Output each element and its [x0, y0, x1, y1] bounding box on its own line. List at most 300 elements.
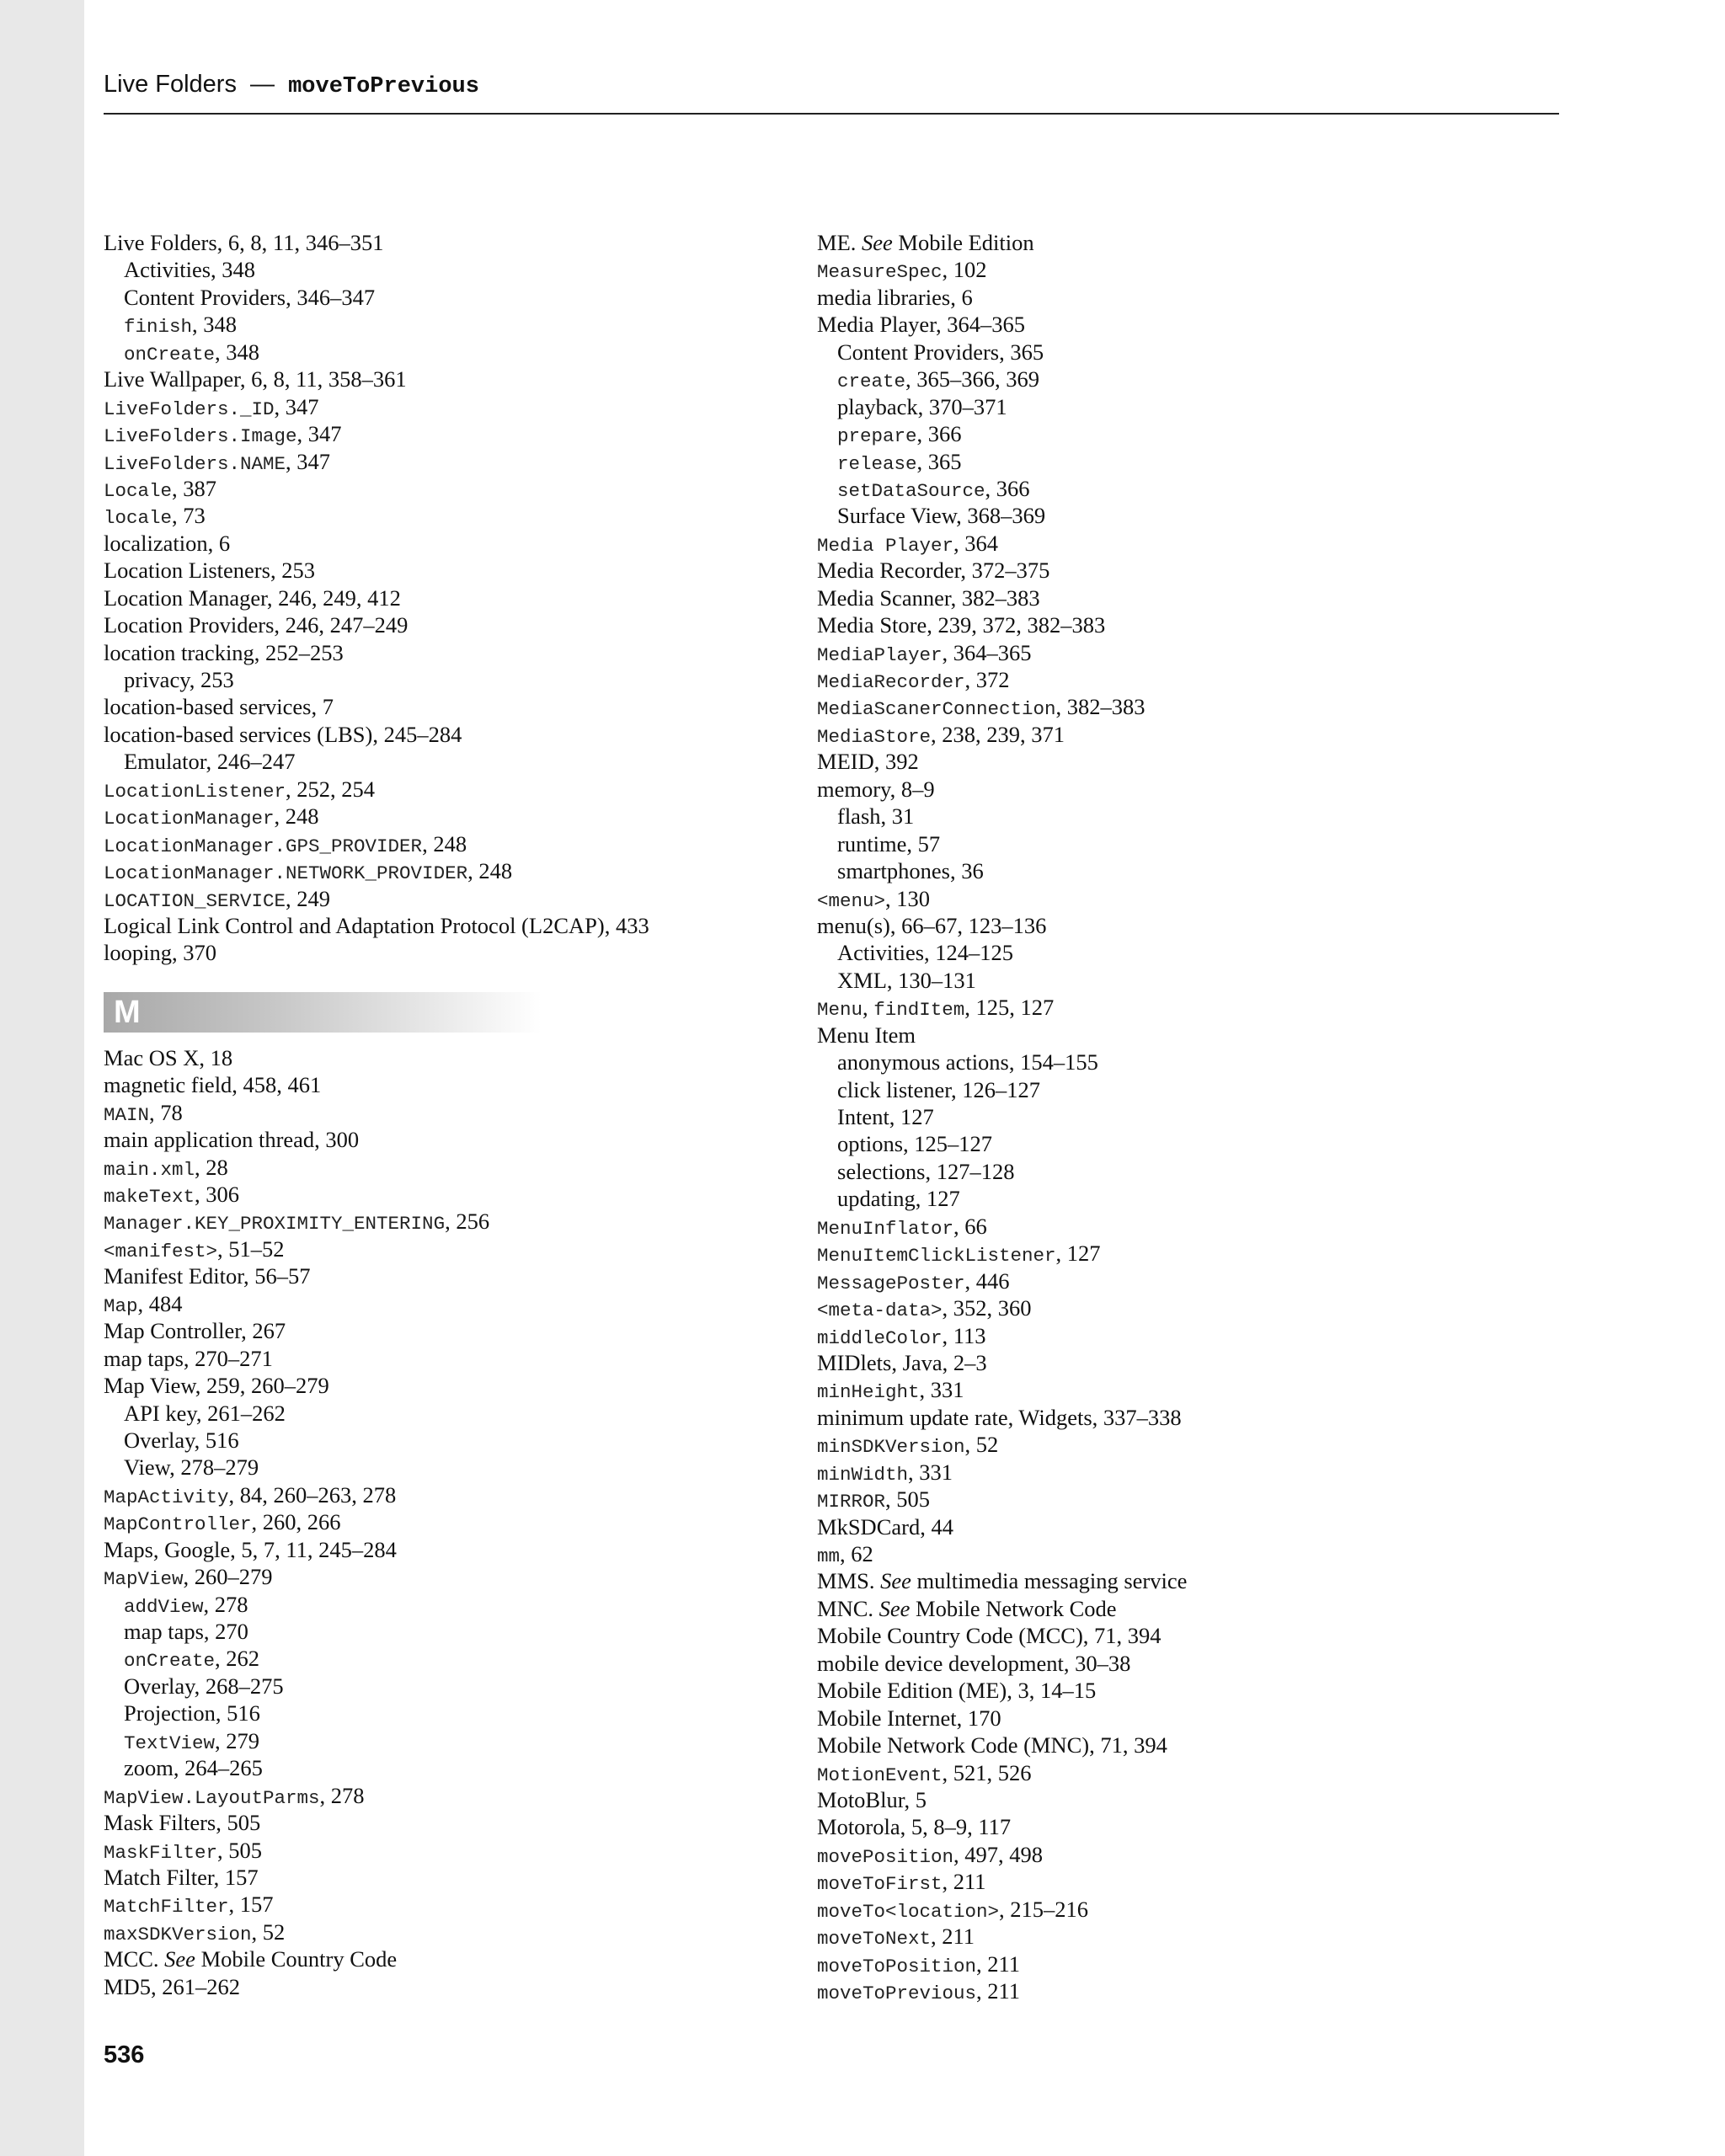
- entry-text: , 215–216: [999, 1896, 1089, 1922]
- entry-text: minimum update rate, Widgets, 337–338: [817, 1404, 1182, 1430]
- entry-text: , 347: [286, 448, 331, 474]
- index-entry: [817, 1868, 1541, 1895]
- index-entry: [104, 475, 794, 502]
- code-term: setDataSource: [837, 479, 985, 502]
- entry-text: , 365–366, 369: [905, 366, 1040, 392]
- entry-text: Location Manager, 246, 249, 412: [104, 584, 401, 611]
- code-term: MenuInflator: [817, 1217, 954, 1240]
- index-subentry: [817, 1076, 1541, 1103]
- index-entry: [104, 1481, 794, 1508]
- code-term: MotionEvent: [817, 1764, 943, 1786]
- index-entry: [104, 857, 794, 884]
- code-term: Locale: [104, 479, 173, 502]
- index-subentry: [104, 1645, 794, 1672]
- code-term: LiveFolders.Image: [104, 425, 297, 448]
- entry-text: Media Player, 364–365: [817, 312, 1025, 338]
- index-entry: [817, 912, 1541, 939]
- code-term: MediaRecorder: [817, 671, 965, 693]
- entry-text: See: [164, 1946, 195, 1972]
- index-entry: [817, 1294, 1541, 1321]
- entry-text: MkSDCard, 44: [817, 1513, 953, 1540]
- code-term: MatchFilter: [104, 1896, 229, 1919]
- entry-text: map taps, 270: [124, 1619, 248, 1644]
- entry-text: , 364: [953, 530, 999, 556]
- index-subentry: [817, 857, 1541, 884]
- index-subentry: [104, 1673, 794, 1700]
- index-entry: [817, 885, 1541, 912]
- entry-text: , 278: [319, 1782, 365, 1808]
- entry-text: Mobile Internet, 170: [817, 1705, 1001, 1731]
- index-entry: [817, 639, 1541, 666]
- code-term: main.xml: [104, 1158, 195, 1181]
- entry-text: , 521, 526: [942, 1759, 1032, 1785]
- index-entry: [817, 1486, 1541, 1513]
- entry-text: , 252, 254: [286, 776, 376, 802]
- code-term: moveTo<location>: [817, 1900, 1000, 1923]
- index-subentry: [817, 1185, 1541, 1212]
- entry-text: MotoBlur, 5: [817, 1786, 927, 1812]
- index-entry: [104, 1973, 794, 2000]
- running-header: [104, 66, 1559, 115]
- code-term: MenuItemClickListener: [817, 1245, 1056, 1267]
- index-subentry: [817, 1130, 1541, 1157]
- code-term: makeText: [104, 1186, 195, 1208]
- index-entry: [817, 1705, 1541, 1732]
- index-entry: [104, 1837, 794, 1864]
- index-entry: [104, 229, 794, 256]
- index-entry: [817, 1540, 1541, 1567]
- entry-text: Intent, 127: [837, 1104, 934, 1129]
- index-subentry: [817, 967, 1541, 994]
- index-entry: [104, 721, 794, 748]
- index-entry: [817, 1650, 1541, 1677]
- entry-text: smartphones, 36: [837, 858, 984, 884]
- code-term: release: [837, 452, 917, 475]
- index-entry: [817, 1376, 1541, 1403]
- entry-text: menu(s), 66–67, 123–136: [817, 912, 1047, 938]
- index-entry: [104, 1372, 794, 1399]
- index-entry: [817, 1240, 1541, 1267]
- index-subentry: [104, 1454, 794, 1481]
- entry-text: Mobile Network Code (MNC), 71, 394: [817, 1732, 1167, 1758]
- entry-text: , 331: [908, 1459, 953, 1485]
- entry-text: Manifest Editor, 56–57: [104, 1263, 311, 1289]
- entry-text: Content Providers, 365: [837, 339, 1044, 365]
- entry-text: , 125, 127: [964, 995, 1055, 1021]
- index-subentry: [817, 1158, 1541, 1185]
- index-entry: [817, 1513, 1541, 1540]
- entry-text: , 348: [215, 339, 260, 365]
- index-entries-m: [104, 1044, 794, 2000]
- header-left-term: Live Folders: [104, 71, 237, 98]
- index-subentry: [817, 939, 1541, 966]
- index-entries-m-continued: [817, 229, 1541, 2004]
- index-entry: [104, 366, 794, 392]
- entry-text: Mask Filters, 505: [104, 1810, 261, 1836]
- index-entry: [104, 885, 794, 912]
- page-gutter: [0, 0, 84, 2156]
- index-entry: [104, 502, 794, 529]
- entry-text: location tracking, 252–253: [104, 639, 344, 665]
- code-term: minSDKVersion: [817, 1436, 965, 1459]
- index-entry: [104, 530, 794, 557]
- page-number: 536: [104, 2041, 145, 2068]
- index-entry: [104, 1782, 794, 1809]
- entry-text: Media Scanner, 382–383: [817, 584, 1040, 611]
- index-entry: [817, 530, 1541, 557]
- index-entry: [817, 1349, 1541, 1376]
- index-entry: [104, 420, 794, 447]
- index-subentry: [104, 1700, 794, 1726]
- index-subentry: [817, 502, 1541, 529]
- entry-text: , 211: [976, 1951, 1021, 1977]
- entry-text: , 73: [172, 503, 206, 529]
- entry-text: updating, 127: [837, 1186, 960, 1212]
- index-entry: [104, 1536, 794, 1563]
- index-entry: [817, 1923, 1541, 1950]
- entry-text: , 347: [274, 393, 319, 419]
- entry-text: , 352, 360: [942, 1295, 1032, 1321]
- code-term: minWidth: [817, 1463, 909, 1486]
- entry-text: privacy, 253: [124, 667, 234, 692]
- section-gap: [104, 967, 794, 992]
- index-entry: [104, 1809, 794, 1836]
- entry-text: , 66: [953, 1213, 987, 1239]
- entry-text: memory, 8–9: [817, 776, 935, 802]
- entry-text: options, 125–127: [837, 1131, 993, 1157]
- entry-text: mobile device development, 30–38: [817, 1650, 1131, 1676]
- entry-text: Mobile Edition (ME), 3, 14–15: [817, 1678, 1097, 1704]
- index-entry: [817, 1896, 1541, 1923]
- entry-text: , 278: [203, 1591, 248, 1617]
- index-entry: [817, 1951, 1541, 1977]
- index-entry: [104, 693, 794, 720]
- entry-text: selections, 127–128: [837, 1158, 1015, 1184]
- index-entry: [817, 557, 1541, 584]
- index-entry: [104, 1891, 794, 1918]
- entry-text: , 248: [422, 830, 467, 857]
- entry-text: , 365: [916, 448, 962, 474]
- code-term: findItem: [873, 999, 965, 1022]
- index-subentry: [817, 339, 1541, 366]
- code-term: MeasureSpec: [817, 261, 943, 284]
- index-subentry: [104, 1618, 794, 1645]
- index-entry: [104, 1208, 794, 1235]
- index-entry: [104, 1919, 794, 1945]
- index-entry: [817, 1786, 1541, 1813]
- index-entry: [817, 1622, 1541, 1649]
- code-term: prepare: [837, 425, 917, 448]
- index-entry: [104, 584, 794, 611]
- code-term: <meta-data>: [817, 1299, 943, 1322]
- index-entry: [817, 1022, 1541, 1049]
- entry-text: , 84, 260–263, 278: [228, 1481, 397, 1508]
- index-entry: [104, 639, 794, 666]
- entry-text: , 372: [964, 667, 1010, 692]
- index-subentry: [104, 339, 794, 366]
- entry-text: , 211: [976, 1978, 1021, 2004]
- entry-text: looping, 370: [104, 940, 216, 966]
- index-subentry: [104, 1727, 794, 1754]
- entry-text: Emulator, 246–247: [124, 749, 296, 775]
- entry-text: Live Folders, 6, 8, 11, 346–351: [104, 230, 384, 255]
- entry-text: Mobile Edition: [892, 230, 1034, 255]
- index-subentry: [104, 666, 794, 693]
- code-term: LocationManager.NETWORK_PROVIDER: [104, 862, 468, 885]
- index-entry: [104, 557, 794, 584]
- entry-text: Mobile Country Code (MCC), 71, 394: [817, 1623, 1162, 1649]
- entry-text: , 256: [445, 1209, 490, 1235]
- entry-text: Overlay, 516: [124, 1427, 239, 1453]
- index-entry: [104, 1563, 794, 1590]
- index-entry: [817, 1977, 1541, 2004]
- entry-text: , 505: [885, 1486, 931, 1513]
- index-entry: [817, 1677, 1541, 1704]
- entry-text: , 238, 239, 371: [931, 721, 1065, 747]
- code-term: MapView: [104, 1568, 184, 1591]
- code-term: Map: [104, 1294, 138, 1317]
- code-term: MediaPlayer: [817, 643, 943, 666]
- index-entry: [104, 611, 794, 638]
- entry-text: Mobile Country Code: [195, 1946, 398, 1972]
- entry-text: runtime, 57: [837, 830, 941, 857]
- entry-text: Projection, 516: [124, 1700, 260, 1726]
- index-entry: [817, 1213, 1541, 1240]
- index-entry: [104, 1154, 794, 1181]
- entry-text: MNC.: [817, 1595, 879, 1621]
- index-entry: [817, 1431, 1541, 1458]
- code-term: MediaStore: [817, 725, 932, 748]
- entry-text: Motorola, 5, 8–9, 117: [817, 1814, 1012, 1840]
- entry-text: XML, 130–131: [837, 967, 976, 993]
- entry-text: Menu Item: [817, 1022, 916, 1048]
- code-term: LocationManager: [104, 808, 275, 830]
- code-term: maxSDKVersion: [104, 1923, 252, 1945]
- entry-text: anonymous actions, 154–155: [837, 1049, 1098, 1075]
- entry-text: , 484: [137, 1290, 183, 1316]
- index-entry: [817, 1595, 1541, 1622]
- index-entry: [104, 1945, 794, 1972]
- code-term: moveToFirst: [817, 1873, 943, 1896]
- code-term: MapController: [104, 1513, 252, 1536]
- index-entries-l: [104, 229, 794, 967]
- entry-text: playback, 370–371: [837, 393, 1007, 419]
- entry-text: Logical Link Control and Adaptation Protocol (L2CAP), 433: [104, 912, 649, 938]
- entry-text: map taps, 270–271: [104, 1345, 273, 1371]
- entry-text: location-based services, 7: [104, 694, 334, 720]
- entry-text: , 249: [286, 885, 331, 911]
- entry-text: , 364–365: [942, 639, 1032, 665]
- entry-text: , 28: [195, 1154, 228, 1180]
- entry-text: MIDlets, Java, 2–3: [817, 1349, 987, 1375]
- index-subentry: [817, 475, 1541, 502]
- entry-text: ME.: [817, 230, 862, 255]
- code-term: LiveFolders.NAME: [104, 452, 286, 475]
- index-entry: [104, 912, 794, 939]
- entry-text: click listener, 126–127: [837, 1076, 1041, 1102]
- index-entry: [817, 748, 1541, 775]
- header-right-term: moveToPrevious: [288, 74, 479, 99]
- entry-text: location-based services (LBS), 245–284: [104, 721, 462, 747]
- entry-text: Activities, 124–125: [837, 940, 1014, 966]
- entry-text: Activities, 348: [124, 257, 256, 283]
- header-separator: —: [250, 71, 275, 98]
- code-term: onCreate: [124, 1650, 216, 1673]
- section-letter-bar: [104, 992, 542, 1033]
- entry-text: , 248: [274, 803, 319, 830]
- code-term: MaskFilter: [104, 1841, 218, 1864]
- index-subentry: [104, 1591, 794, 1618]
- index-subentry: [104, 311, 794, 338]
- entry-text: Media Recorder, 372–375: [817, 558, 1050, 584]
- entry-text: multimedia messaging service: [911, 1568, 1188, 1594]
- index-entry: [817, 776, 1541, 803]
- index-entry: [817, 1267, 1541, 1294]
- code-term: TextView: [124, 1732, 216, 1754]
- index-entry: [817, 1841, 1541, 1868]
- section-letter: M: [114, 994, 141, 1030]
- entry-text: , 260, 266: [251, 1509, 341, 1535]
- entry-text: MD5, 261–262: [104, 1973, 240, 1999]
- index-subentry: [817, 393, 1541, 420]
- index-entry: [104, 776, 794, 803]
- index-entry: [817, 284, 1541, 311]
- index-entry: [104, 393, 794, 420]
- index-entry: [817, 666, 1541, 693]
- code-term: finish: [124, 316, 193, 339]
- code-term: MediaScanerConnection: [817, 698, 1056, 721]
- index-subentry: [817, 366, 1541, 392]
- index-entry: [104, 448, 794, 475]
- code-term: MapView.LayoutParms: [104, 1786, 320, 1809]
- index-subentry: [104, 256, 794, 283]
- entry-text: , 382–383: [1055, 694, 1146, 720]
- code-term: Menu: [817, 999, 863, 1022]
- code-term: MessagePoster: [817, 1272, 965, 1294]
- entry-text: Mac OS X, 18: [104, 1044, 233, 1070]
- index-entry: [104, 1864, 794, 1891]
- index-subentry: [817, 420, 1541, 447]
- index-subentry: [817, 830, 1541, 857]
- index-entry: [104, 803, 794, 830]
- entry-text: Match Filter, 157: [104, 1864, 259, 1890]
- entry-text: , 51–52: [217, 1235, 285, 1262]
- header-title: [104, 71, 479, 99]
- entry-text: Live Wallpaper, 6, 8, 11, 358–361: [104, 366, 407, 392]
- entry-text: , 331: [919, 1377, 964, 1403]
- code-term: MIRROR: [817, 1491, 886, 1513]
- entry-text: , 347: [296, 421, 342, 447]
- entry-text: , 52: [251, 1919, 286, 1945]
- index-entry: [817, 1813, 1541, 1840]
- index-entry: [104, 1071, 794, 1098]
- entry-text: Location Providers, 246, 247–249: [104, 612, 409, 638]
- entry-text: Location Listeners, 253: [104, 558, 315, 584]
- code-term: LOCATION_SERVICE: [104, 889, 286, 912]
- code-term: create: [837, 371, 906, 393]
- entry-text: , 52: [964, 1432, 999, 1458]
- index-entry: [104, 1099, 794, 1126]
- code-term: <manifest>: [104, 1240, 218, 1262]
- index-entry: [817, 693, 1541, 720]
- index-column-right: [817, 229, 1541, 2004]
- code-term: moveToPosition: [817, 1955, 977, 1977]
- code-term: MAIN: [104, 1103, 150, 1126]
- index-subentry: [104, 284, 794, 311]
- index-column-left: [104, 229, 794, 2000]
- entry-text: , 211: [942, 1869, 986, 1895]
- entry-text: media libraries, 6: [817, 284, 973, 310]
- index-entry: [817, 1322, 1541, 1349]
- code-term: moveToNext: [817, 1928, 932, 1951]
- index-entry: [104, 1290, 794, 1317]
- code-term: addView: [124, 1595, 204, 1618]
- index-entry: [817, 1404, 1541, 1431]
- entry-text: , 127: [1055, 1241, 1101, 1267]
- index-subentry: [817, 1049, 1541, 1075]
- entry-text: MCC.: [104, 1946, 165, 1972]
- entry-text: , 306: [195, 1182, 240, 1207]
- index-entry: [817, 611, 1541, 638]
- entry-text: Media Store, 239, 372, 382–383: [817, 612, 1106, 638]
- code-term: LocationManager.GPS_PROVIDER: [104, 835, 423, 857]
- entry-text: flash, 31: [837, 803, 915, 830]
- index-subentry: [104, 1427, 794, 1454]
- entry-text: See: [880, 1568, 911, 1594]
- entry-text: MMS.: [817, 1568, 881, 1594]
- index-entry: [104, 1262, 794, 1289]
- entry-text: View, 278–279: [124, 1454, 259, 1481]
- entry-text: Surface View, 368–369: [837, 503, 1046, 529]
- index-subentry: [104, 1400, 794, 1427]
- entry-text: Map Controller, 267: [104, 1318, 286, 1344]
- entry-text: MEID, 392: [817, 749, 919, 775]
- entry-text: , 248: [467, 858, 513, 884]
- index-entry: [817, 584, 1541, 611]
- index-entry: [104, 1126, 794, 1153]
- index-entry: [817, 256, 1541, 283]
- index-subentry: [104, 1754, 794, 1781]
- entry-text: ,: [862, 995, 874, 1021]
- index-entry: [817, 994, 1541, 1021]
- entry-text: , 102: [942, 257, 987, 283]
- code-term: LocationListener: [104, 780, 286, 803]
- code-term: locale: [104, 507, 173, 530]
- entry-text: , 348: [192, 312, 238, 338]
- code-term: minHeight: [817, 1381, 920, 1404]
- entry-text: , 211: [931, 1924, 975, 1950]
- code-term: <menu>: [817, 889, 886, 912]
- entry-text: , 262: [215, 1646, 260, 1672]
- entry-text: , 366: [916, 421, 962, 447]
- index-entry: [817, 311, 1541, 338]
- index-entry: [817, 1567, 1541, 1594]
- index-entry: [104, 1235, 794, 1262]
- entry-text: , 157: [228, 1892, 274, 1918]
- index-entry: [104, 830, 794, 857]
- index-entry: [817, 1732, 1541, 1758]
- code-term: mm: [817, 1545, 841, 1567]
- entry-text: Content Providers, 346–347: [124, 284, 376, 310]
- entry-text: , 62: [840, 1541, 873, 1566]
- entry-text: , 279: [215, 1727, 260, 1753]
- entry-text: , 260–279: [183, 1564, 273, 1590]
- entry-text: zoom, 264–265: [124, 1755, 263, 1781]
- entry-text: , 130: [885, 885, 931, 911]
- index-entry: [104, 1044, 794, 1071]
- code-term: Media Player: [817, 534, 954, 557]
- index-entry: [104, 939, 794, 966]
